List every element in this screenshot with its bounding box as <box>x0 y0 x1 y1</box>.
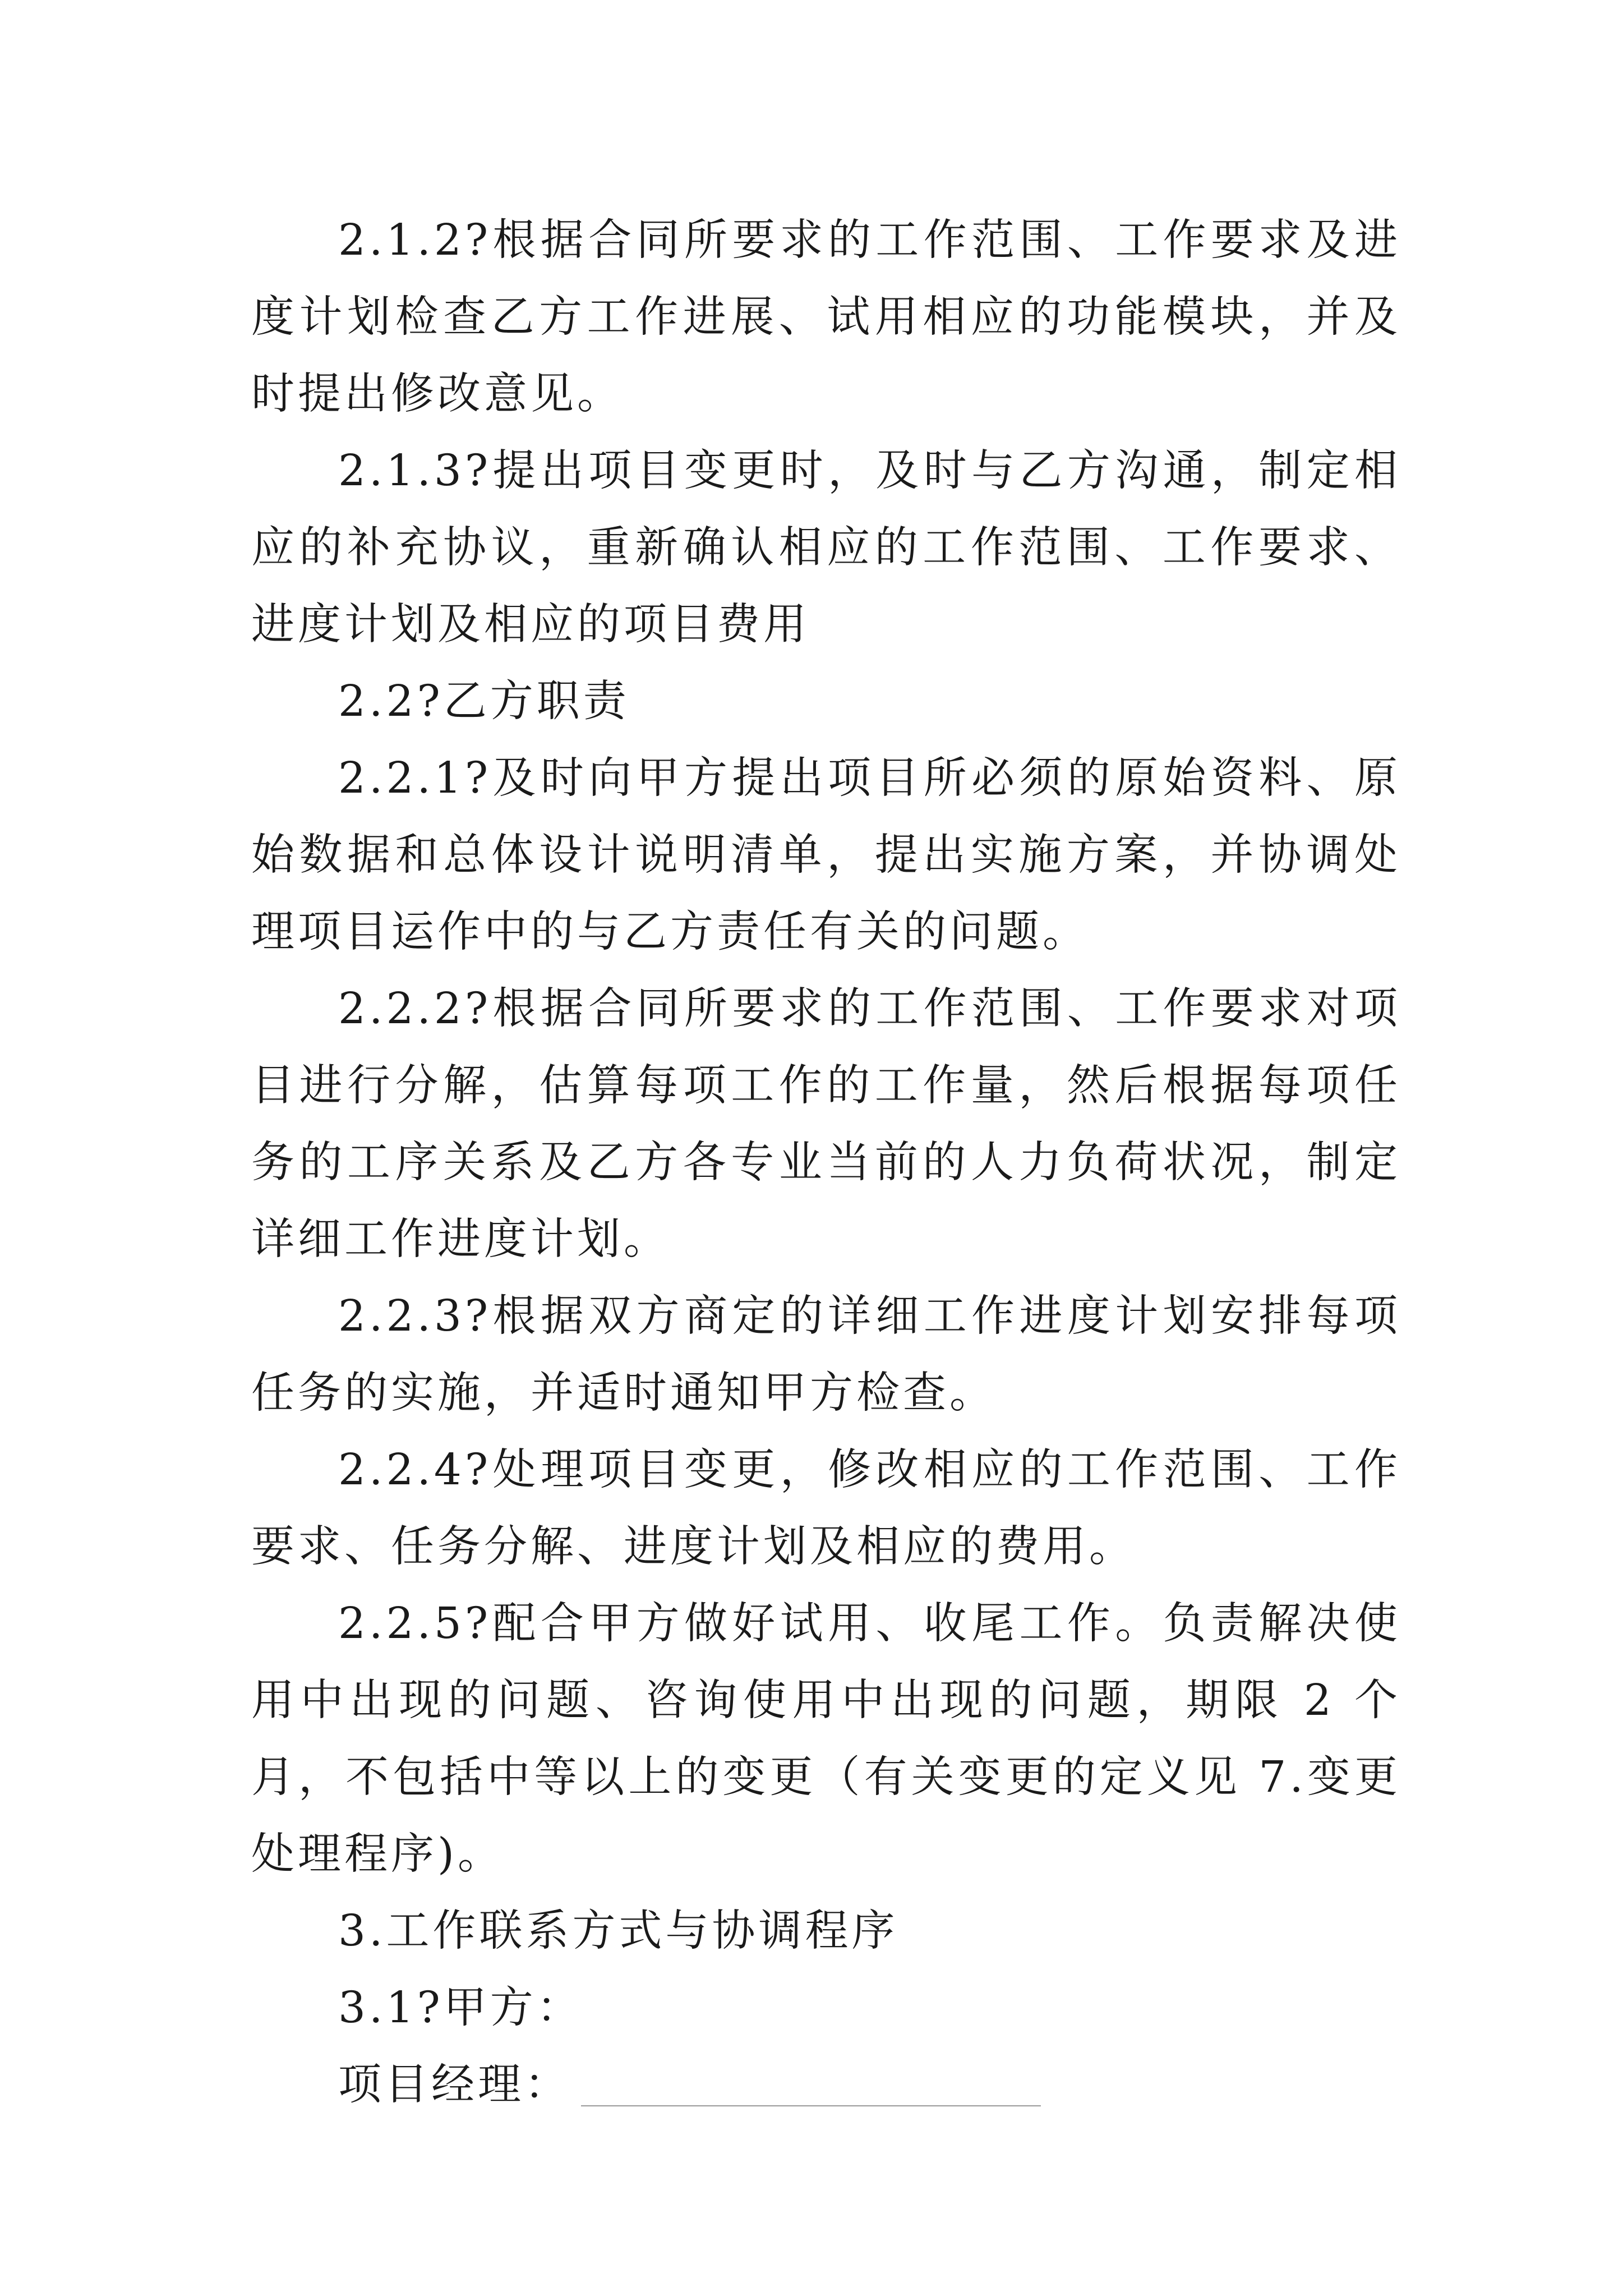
heading-2-2: 2.2?乙方职责 <box>338 677 630 726</box>
paragraph-2-1-2: 2.1.2?根据合同所要求的工作范围、工作要求及进度计划检查乙方工作进展、试用相应的功能模块，并及时提出修改意见。 <box>251 215 1401 419</box>
document-body <box>251 202 1401 2123</box>
paragraph-2-2-4: 2.2.4?处理项目变更，修改相应的工作范围、工作要求、任务分解、进度计划及相应的费用。 <box>251 1445 1401 1572</box>
heading-3-1: 3.1?甲方： <box>338 1983 583 2033</box>
project-manager-label: 项目经理： <box>338 2060 571 2110</box>
project-manager-blank <box>581 2105 1041 2106</box>
heading-3: 3.工作联系方式与协调程序 <box>338 1906 898 1956</box>
paragraph-2-2-3: 2.2.3?根据双方商定的详细工作进度计划安排每项任务的实施，并适时通知甲方检查。 <box>251 1291 1401 1418</box>
project-manager-line <box>251 2046 1401 2123</box>
paragraph-2-2-5: 2.2.5?配合甲方做好试用、收尾工作。负责解决使用中出现的问题、咨询使用中出现的问题，期限 2 个月，不包括中等以上的变更（有关变更的定义见 7.变更处理程序)。 <box>251 1599 1401 1879</box>
paragraph-2-2-2: 2.2.2?根据合同所要求的工作范围、工作要求对项目进行分解，估算每项工作的工作量，然后根据每项任务的工序关系及乙方各专业当前的人力负荷状况，制定详细工作进度计划。 <box>251 984 1401 1264</box>
paragraph-2-1-3: 2.1.3?提出项目变更时，及时与乙方沟通，制定相应的补充协议，重新确认相应的工作范围、工作要求、进度计划及相应的项目费用 <box>251 446 1401 650</box>
paragraph-2-2-1: 2.2.1?及时向甲方提出项目所必须的原始资料、原始数据和总体设计说明清单，提出实施方案，并协调处理项目运作中的与乙方责任有关的问题。 <box>251 753 1401 957</box>
